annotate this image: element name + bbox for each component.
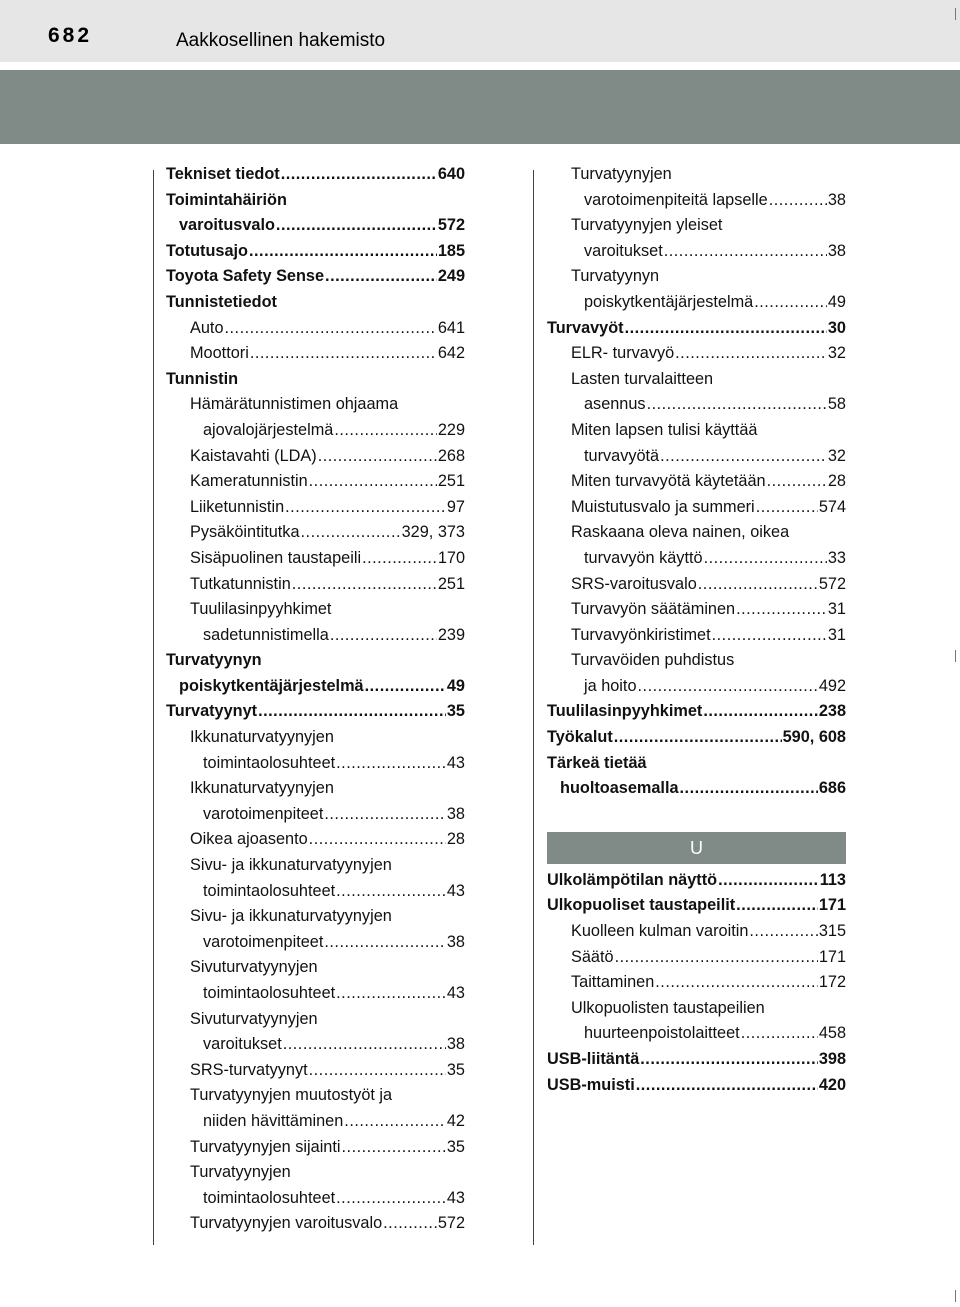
dot-leader bbox=[330, 623, 437, 649]
index-entry bbox=[166, 546, 465, 572]
index-entry bbox=[547, 699, 846, 725]
dot-leader bbox=[664, 239, 827, 265]
index-entry bbox=[547, 725, 846, 751]
dot-leader bbox=[698, 572, 818, 598]
dot-leader bbox=[336, 981, 446, 1007]
entry-page-number: 640 bbox=[437, 165, 465, 183]
index-heading: Turvatyynyjen muutostyöt ja bbox=[190, 1086, 393, 1105]
index-entry bbox=[166, 162, 465, 188]
dot-leader bbox=[754, 290, 827, 316]
dot-leader bbox=[636, 1073, 818, 1099]
entry-term: Kaistavahti (LDA) bbox=[190, 446, 317, 465]
entry-page-number: 171 bbox=[818, 896, 846, 915]
entry-page-number: 590, 608 bbox=[782, 728, 846, 747]
dot-leader bbox=[660, 444, 827, 470]
entry-term: Kuolleen kulman varoitin bbox=[571, 922, 749, 941]
entry-page-number: 574 bbox=[818, 497, 846, 516]
index-entry bbox=[166, 930, 465, 956]
dot-leader bbox=[225, 316, 437, 342]
dot-leader bbox=[283, 1032, 446, 1058]
index-entry bbox=[166, 469, 465, 495]
entry-page-number: 43 bbox=[446, 1188, 465, 1207]
index-entry bbox=[166, 1058, 465, 1084]
dot-leader bbox=[736, 893, 818, 919]
index-entry bbox=[166, 981, 465, 1007]
entry-page-number: 49 bbox=[827, 292, 846, 311]
index-column-left bbox=[166, 162, 465, 1237]
entry-page-number: 572 bbox=[818, 574, 846, 593]
dot-leader bbox=[362, 546, 437, 572]
entry-page-number: 38 bbox=[827, 190, 846, 209]
entry-term: Oikea ajoasento bbox=[190, 830, 308, 849]
entry-page-number: 38 bbox=[446, 932, 465, 951]
index-entry bbox=[166, 1211, 465, 1237]
entry-term: Turvavyöt bbox=[547, 318, 624, 337]
entry-page-number: 238 bbox=[818, 702, 846, 721]
entry-term: Turvatyynyjen varoitusvalo bbox=[190, 1214, 383, 1233]
entry-term: toimintaolosuhteet bbox=[203, 1188, 336, 1207]
dot-leader bbox=[325, 264, 437, 290]
entry-page-number: 329, 373 bbox=[401, 523, 465, 542]
index-entry bbox=[166, 444, 465, 470]
dot-leader bbox=[324, 930, 446, 956]
index-entry bbox=[166, 213, 465, 239]
index-heading: Hämärätunnistimen ohjaama bbox=[190, 395, 399, 414]
edge-tick bbox=[955, 8, 956, 20]
entry-page-number: 31 bbox=[827, 600, 846, 619]
entry-term: Tutkatunnistin bbox=[190, 574, 291, 593]
entry-page-number: 35 bbox=[446, 702, 465, 721]
page-title: Aakkosellinen hakemisto bbox=[176, 30, 386, 51]
entry-term: Ulkolämpötilan näyttö bbox=[547, 870, 718, 889]
index-heading: Ulkopuolisten taustapeilien bbox=[571, 998, 765, 1017]
dot-leader bbox=[615, 945, 818, 971]
dot-leader bbox=[309, 1058, 446, 1084]
entry-term: turvavyötä bbox=[584, 446, 660, 465]
entry-page-number: 185 bbox=[437, 241, 465, 260]
entry-term: huurteenpoistolaitteet bbox=[584, 1024, 740, 1043]
entry-page-number: 33 bbox=[827, 548, 846, 567]
index-entry bbox=[166, 1135, 465, 1161]
entry-page-number: 572 bbox=[437, 1214, 465, 1233]
index-entry bbox=[166, 1032, 465, 1058]
index-entry bbox=[166, 239, 465, 265]
entry-page-number: 97 bbox=[446, 497, 465, 516]
index-entry bbox=[166, 264, 465, 290]
dot-leader bbox=[309, 469, 437, 495]
entry-page-number: 268 bbox=[437, 446, 465, 465]
dot-leader bbox=[749, 919, 817, 945]
entry-term: Tuulilasinpyyhkimet bbox=[547, 702, 703, 721]
dot-leader bbox=[336, 1186, 446, 1212]
entry-term: USB-liitäntä bbox=[547, 1050, 640, 1068]
dot-leader bbox=[614, 725, 782, 751]
entry-term: Työkalut bbox=[547, 728, 613, 747]
index-entry bbox=[166, 418, 465, 444]
entry-term: Kameratunnistin bbox=[190, 472, 308, 491]
index-entry bbox=[547, 572, 846, 598]
entry-page-number: 641 bbox=[437, 318, 465, 337]
index-list-t-continued bbox=[547, 162, 846, 802]
dot-leader bbox=[769, 188, 827, 214]
entry-page-number: 28 bbox=[827, 472, 846, 491]
index-heading: Raskaana oleva nainen, oikea bbox=[571, 523, 790, 542]
entry-page-number: 43 bbox=[446, 753, 465, 772]
entry-page-number: 49 bbox=[446, 676, 465, 695]
index-entry bbox=[547, 1047, 846, 1073]
index-heading: Turvatyynyjen bbox=[190, 1163, 291, 1182]
entry-term: asennus bbox=[584, 395, 646, 414]
entry-term: sadetunnistimella bbox=[203, 625, 329, 644]
entry-term: varoitukset bbox=[203, 1035, 282, 1054]
index-entry bbox=[547, 970, 846, 996]
entry-term: Tekniset tiedot bbox=[166, 165, 280, 183]
dot-leader bbox=[292, 572, 437, 598]
index-entry bbox=[547, 597, 846, 623]
index-entry bbox=[547, 444, 846, 470]
entry-page-number: 458 bbox=[818, 1024, 846, 1043]
edge-tick bbox=[955, 1290, 956, 1302]
index-heading: Turvavöiden puhdistus bbox=[571, 651, 735, 670]
entry-page-number: 30 bbox=[827, 318, 846, 337]
index-entry bbox=[166, 572, 465, 598]
entry-term: Turvatyynyjen sijainti bbox=[190, 1137, 341, 1156]
dot-leader bbox=[301, 520, 401, 546]
index-heading: Ikkunaturvatyynyjen bbox=[190, 779, 334, 798]
entry-term: Miten turvavyötä käytetään bbox=[571, 472, 766, 491]
dot-leader bbox=[334, 418, 437, 444]
entry-term: ajovalojärjestelmä bbox=[203, 420, 334, 439]
entry-term: Pysäköintitutka bbox=[190, 523, 300, 542]
entry-term: Turvavyön säätäminen bbox=[571, 600, 736, 619]
entry-page-number: 172 bbox=[818, 973, 846, 992]
index-entry bbox=[166, 674, 465, 700]
entry-page-number: 251 bbox=[437, 574, 465, 593]
dot-leader bbox=[675, 341, 827, 367]
entry-page-number: 38 bbox=[446, 1035, 465, 1054]
index-entry bbox=[547, 1073, 846, 1099]
header-band bbox=[0, 70, 960, 144]
dot-leader bbox=[647, 392, 827, 418]
index-entry bbox=[547, 188, 846, 214]
index-entry bbox=[166, 802, 465, 828]
dot-leader bbox=[712, 623, 827, 649]
top-strip bbox=[0, 0, 960, 62]
index-entry bbox=[166, 1109, 465, 1135]
entry-page-number: 229 bbox=[437, 420, 465, 439]
index-entry bbox=[547, 1021, 846, 1047]
entry-term: huoltoasemalla bbox=[560, 779, 679, 798]
dot-leader bbox=[276, 213, 437, 239]
dot-leader bbox=[625, 316, 827, 342]
entry-term: Toyota Safety Sense bbox=[166, 267, 325, 286]
entry-page-number: 398 bbox=[818, 1050, 846, 1068]
entry-page-number: 113 bbox=[819, 870, 846, 889]
dot-leader bbox=[640, 1047, 818, 1073]
entry-page-number: 686 bbox=[818, 779, 846, 798]
index-heading: Turvatyynyn bbox=[571, 267, 660, 286]
dot-leader bbox=[703, 699, 818, 725]
index-heading: Sivuturvatyynyjen bbox=[190, 1009, 318, 1028]
left-column-rule bbox=[153, 170, 154, 1245]
entry-term: SRS-varoitusvalo bbox=[571, 574, 697, 593]
entry-term: Turvavyönkiristimet bbox=[571, 625, 711, 644]
dot-leader bbox=[318, 444, 437, 470]
index-heading: Ikkunaturvatyynyjen bbox=[190, 728, 334, 747]
entry-term: varotoimenpiteitä lapselle bbox=[584, 190, 768, 209]
index-entry bbox=[547, 341, 846, 367]
entry-page-number: 420 bbox=[818, 1075, 846, 1094]
entry-term: Taittaminen bbox=[571, 973, 655, 992]
index-entry bbox=[547, 623, 846, 649]
entry-term: Liiketunnistin bbox=[190, 497, 285, 516]
entry-term: toimintaolosuhteet bbox=[203, 753, 336, 772]
index-entry bbox=[547, 392, 846, 418]
entry-term: ELR- turvavyö bbox=[571, 344, 675, 363]
index-entry bbox=[166, 1186, 465, 1212]
entry-term: Ulkopuoliset taustapeilit bbox=[547, 896, 736, 915]
entry-term: Auto bbox=[190, 318, 224, 337]
dot-leader bbox=[250, 341, 437, 367]
entry-term: toimintaolosuhteet bbox=[203, 881, 336, 900]
entry-page-number: 43 bbox=[446, 984, 465, 1002]
index-entry bbox=[166, 341, 465, 367]
entry-page-number: 43 bbox=[446, 881, 465, 900]
index-entry bbox=[166, 699, 465, 725]
index-heading: Toimintahäiriön bbox=[166, 190, 287, 209]
dot-leader bbox=[767, 469, 827, 495]
dot-leader bbox=[258, 699, 446, 725]
entry-page-number: 642 bbox=[437, 344, 465, 363]
index-entry bbox=[166, 827, 465, 853]
index-heading: Turvatyynyjen bbox=[571, 165, 672, 183]
entry-term: Säätö bbox=[571, 947, 614, 966]
index-heading: Tuulilasinpyyhkimet bbox=[190, 600, 332, 619]
dot-leader bbox=[344, 1109, 446, 1135]
dot-leader bbox=[680, 776, 818, 802]
entry-page-number: 32 bbox=[827, 446, 846, 465]
section-header-u: U bbox=[547, 832, 846, 864]
entry-page-number: 171 bbox=[818, 947, 846, 966]
index-entry bbox=[547, 469, 846, 495]
dot-leader bbox=[285, 495, 446, 521]
entry-page-number: 239 bbox=[437, 625, 465, 644]
dot-leader bbox=[281, 162, 437, 188]
index-heading: Miten lapsen tulisi käyttää bbox=[571, 420, 758, 439]
dot-leader bbox=[365, 674, 446, 700]
entry-term: poiskytkentäjärjestelmä bbox=[584, 292, 754, 311]
dot-leader bbox=[736, 597, 827, 623]
dot-leader bbox=[324, 802, 446, 828]
index-entry bbox=[547, 945, 846, 971]
entry-page-number: 492 bbox=[818, 676, 846, 695]
index-heading: Sivu- ja ikkunaturvatyynyjen bbox=[190, 856, 392, 875]
entry-page-number: 170 bbox=[437, 548, 465, 567]
dot-leader bbox=[704, 546, 827, 572]
index-column-right bbox=[547, 162, 846, 1098]
entry-term: niiden hävittäminen bbox=[203, 1111, 344, 1130]
index-heading: Turvatyynyjen yleiset bbox=[571, 216, 723, 235]
dot-leader bbox=[342, 1135, 446, 1161]
entry-term: Moottori bbox=[190, 344, 249, 363]
index-heading: Sivuturvatyynyjen bbox=[190, 958, 318, 977]
index-entry bbox=[547, 290, 846, 316]
index-entry bbox=[166, 316, 465, 342]
dot-leader bbox=[309, 827, 446, 853]
index-entry bbox=[166, 495, 465, 521]
dot-leader bbox=[336, 751, 446, 777]
entry-term: Sisäpuolinen taustapeili bbox=[190, 548, 362, 567]
dot-leader bbox=[718, 868, 819, 894]
entry-term: Totutusajo bbox=[166, 241, 248, 260]
index-heading: Tärkeä tietää bbox=[547, 753, 647, 772]
index-entry bbox=[166, 751, 465, 777]
entry-page-number: 28 bbox=[446, 830, 465, 849]
entry-term: varoitukset bbox=[584, 241, 663, 260]
index-list-u bbox=[547, 868, 846, 1098]
entry-term: toimintaolosuhteet bbox=[203, 984, 336, 1002]
entry-term: Muistutusvalo ja summeri bbox=[571, 497, 755, 516]
entry-page-number: 249 bbox=[437, 267, 465, 286]
entry-term: poiskytkentäjärjestelmä bbox=[179, 676, 364, 695]
entry-page-number: 315 bbox=[818, 922, 846, 941]
index-entry bbox=[547, 776, 846, 802]
dot-leader bbox=[655, 970, 818, 996]
page-number: 682 bbox=[48, 24, 93, 47]
index-heading: Sivu- ja ikkunaturvatyynyjen bbox=[190, 907, 392, 926]
index-entry bbox=[166, 520, 465, 546]
entry-page-number: 572 bbox=[437, 216, 465, 235]
dot-leader bbox=[756, 495, 818, 521]
index-entry bbox=[547, 239, 846, 265]
entry-term: varoitusvalo bbox=[179, 216, 275, 235]
index-entry bbox=[547, 893, 846, 919]
entry-page-number: 38 bbox=[827, 241, 846, 260]
entry-page-number: 251 bbox=[437, 472, 465, 491]
dot-leader bbox=[249, 239, 437, 265]
center-column-rule bbox=[533, 170, 534, 1245]
index-entry bbox=[166, 879, 465, 905]
index-heading: Turvatyynyn bbox=[166, 651, 262, 670]
index-entry bbox=[547, 495, 846, 521]
entry-term: varotoimenpiteet bbox=[203, 932, 324, 951]
index-entry bbox=[547, 674, 846, 700]
index-heading: Tunnistetiedot bbox=[166, 292, 277, 311]
entry-page-number: 35 bbox=[446, 1137, 465, 1156]
index-heading: Lasten turvalaitteen bbox=[571, 369, 714, 388]
entry-page-number: 58 bbox=[827, 395, 846, 414]
index-entry bbox=[547, 868, 846, 894]
dot-leader bbox=[336, 879, 446, 905]
index-entry bbox=[547, 919, 846, 945]
entry-term: SRS-turvatyynyt bbox=[190, 1060, 308, 1079]
index-entry bbox=[547, 316, 846, 342]
entry-term: turvavyön käyttö bbox=[584, 548, 703, 567]
entry-term: USB-muisti bbox=[547, 1075, 635, 1094]
entry-page-number: 31 bbox=[827, 625, 846, 644]
entry-page-number: 38 bbox=[446, 804, 465, 823]
dot-leader bbox=[383, 1211, 437, 1237]
entry-page-number: 32 bbox=[827, 344, 846, 363]
dot-leader bbox=[741, 1021, 818, 1047]
entry-page-number: 42 bbox=[446, 1111, 465, 1130]
index-entry bbox=[166, 623, 465, 649]
entry-page-number: 35 bbox=[446, 1060, 465, 1079]
entry-term: Turvatyynyt bbox=[166, 702, 258, 721]
index-heading: Tunnistin bbox=[166, 369, 239, 388]
entry-term: varotoimenpiteet bbox=[203, 804, 324, 823]
index-entry bbox=[547, 546, 846, 572]
entry-term: ja hoito bbox=[584, 676, 637, 695]
dot-leader bbox=[638, 674, 818, 700]
edge-tick bbox=[955, 650, 956, 662]
